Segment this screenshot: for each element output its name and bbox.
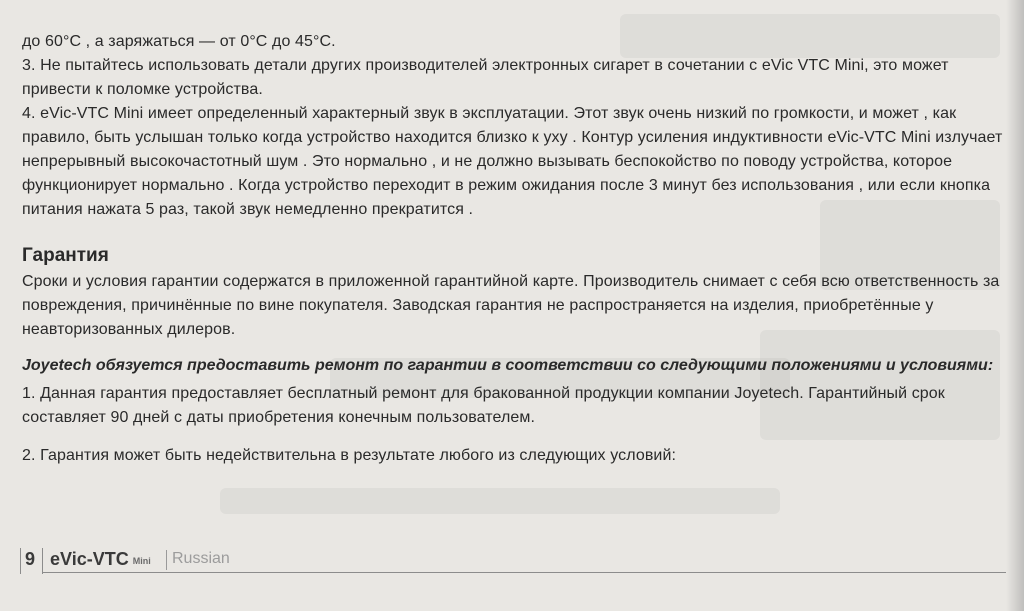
warranty-lead-in: Joyetech обязуется предоставить ремонт по гарантии в соответствии со следующими положениями и условиями: xyxy=(22,357,994,374)
language-label: Russian xyxy=(172,550,230,567)
footer-divider-language xyxy=(166,550,167,570)
page-number: 9 xyxy=(25,549,36,569)
footer-left-rule xyxy=(20,548,21,574)
product-name xyxy=(50,549,151,570)
warranty-intro: Сроки и условия гарантии содержатся в приложенной гарантийной карте. Производитель снимает с себя всю ответственность за повреждения, причинённые по вине покупателя. Заводская гарантия не распространяется на изделия, приобретённые у неавторизованных дилеров. xyxy=(22,273,1000,338)
warranty-heading: Гарантия xyxy=(22,245,109,266)
document-body xyxy=(22,30,1004,468)
continuation-text: до 60°С , а заряжаться — от 0°С до 45°С. xyxy=(22,33,336,50)
footer-divider xyxy=(42,548,43,574)
warranty-clause-2: 2. Гарантия может быть недействительна в результате любого из следующих условий: xyxy=(22,447,677,464)
page-footer xyxy=(0,548,1006,574)
footer-rule xyxy=(42,572,1006,573)
page-edge-shadow xyxy=(1006,0,1024,611)
list-item-4: 4. eVic-VTC Mini имеет определенный характерный звук в эксплуатации. Этот звук очень низкий по громкости, и может , как правило, быть услышан только когда устройство находится близко к уху . Контур усиления индуктивности eVic-VTC Mini излучает непрерывный высокочастотный шум . Это нормально , и не должно вызывать беспокойство по поводу устройства, которое функционирует нормально . Когда устройство переходит в режим ожидания после 3 минут без использования , или если кнопка питания нажата 5 раз, такой звук немедленно прекратится . xyxy=(22,105,1003,218)
warranty-clause-1: 1. Данная гарантия предоставляет бесплатный ремонт для бракованной продукции компании Joyetech. Гарантийный срок составляет 90 дней с даты приобретения конечным пользователем. xyxy=(22,385,945,426)
list-item-3: 3. Не пытайтесь использовать детали других производителей электронных сигарет в сочетании с eVic VTC Mini, это может привести к поломке устройства. xyxy=(22,57,949,98)
product-name-main: eVic-VTC xyxy=(50,549,129,569)
product-name-suffix: Mini xyxy=(132,556,151,566)
